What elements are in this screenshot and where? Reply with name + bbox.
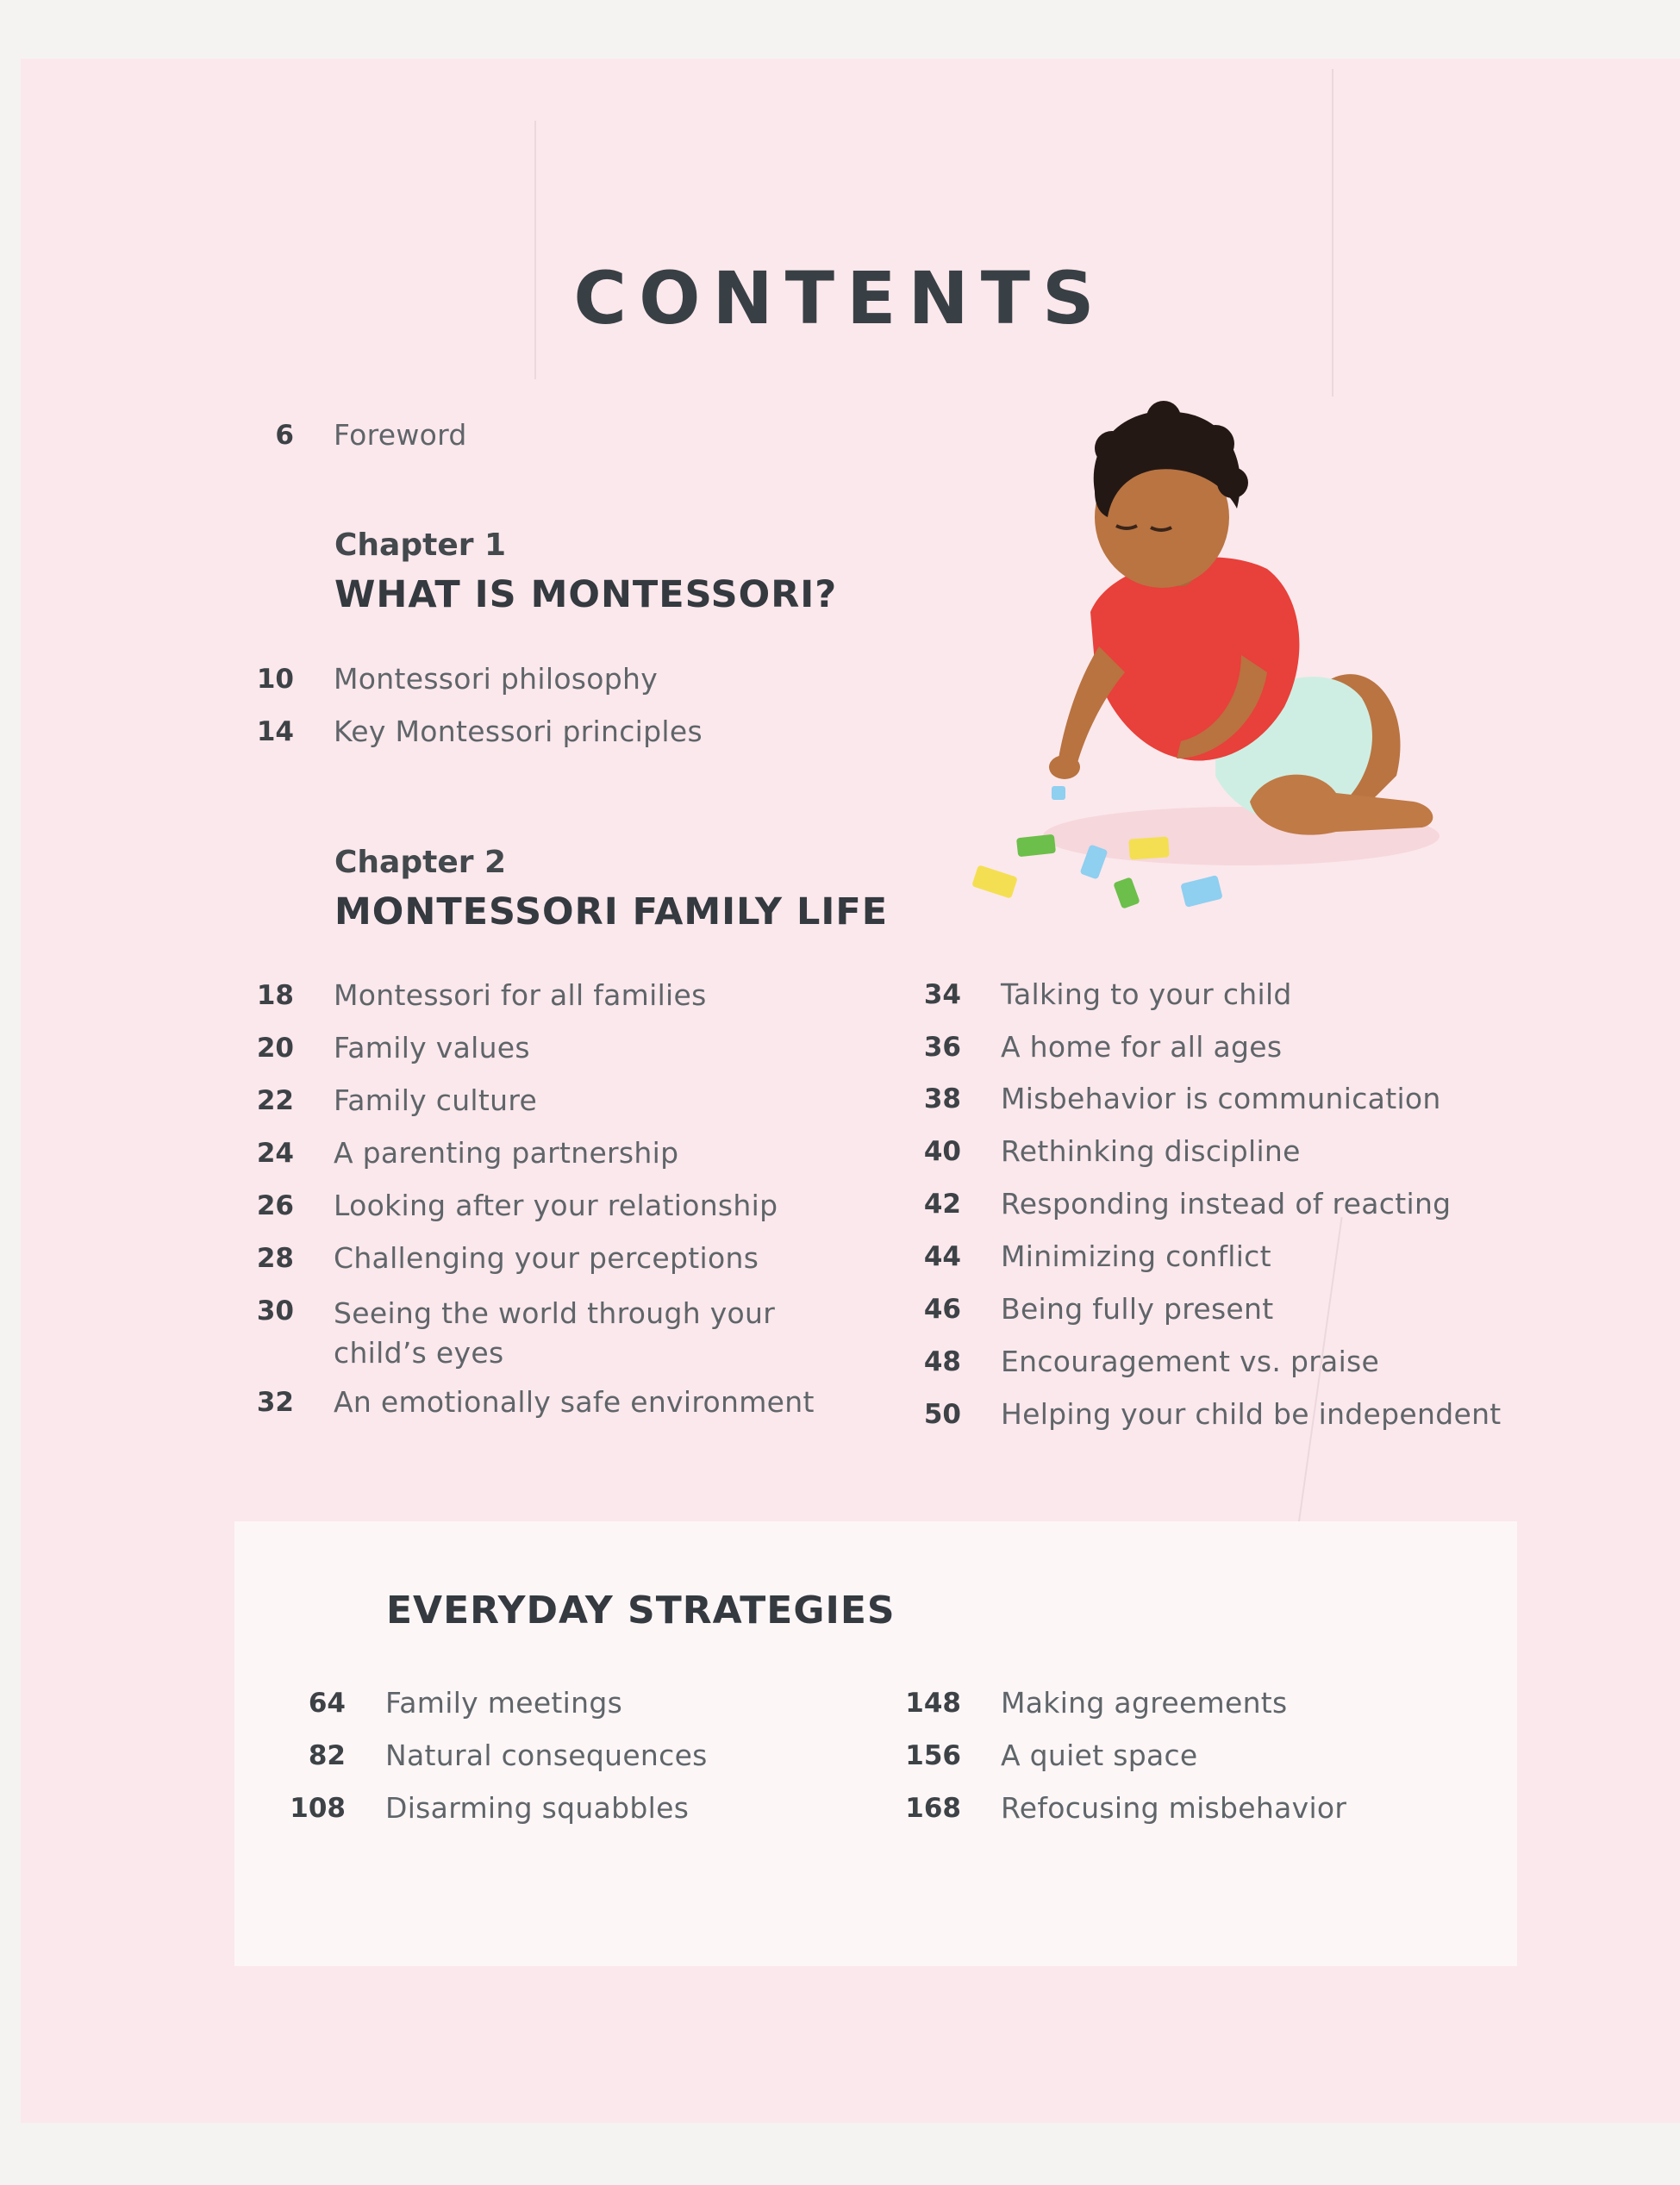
page-number: 64 bbox=[308, 1688, 346, 1719]
entry-label: Rethinking discipline bbox=[1001, 1134, 1301, 1168]
toc-entry[interactable] bbox=[256, 1136, 679, 1177]
paper-crease bbox=[534, 121, 536, 379]
entry-label: Montessori philosophy bbox=[334, 662, 659, 696]
page-number: 108 bbox=[290, 1793, 346, 1824]
toc-entry[interactable] bbox=[923, 1134, 1301, 1176]
toc-entry[interactable] bbox=[923, 1187, 1452, 1228]
page-number: 26 bbox=[256, 1190, 294, 1221]
entry-label: Being fully present bbox=[1001, 1292, 1274, 1326]
entry-label: Challenging your perceptions bbox=[334, 1241, 759, 1275]
page-number: 36 bbox=[923, 1032, 961, 1063]
entry-label: Talking to your child bbox=[1001, 977, 1292, 1011]
child-hand bbox=[1049, 755, 1080, 779]
toc-entry[interactable] bbox=[308, 1686, 623, 1727]
yellow-block bbox=[1128, 836, 1170, 859]
entry-label: Helping your child be independent bbox=[1001, 1397, 1502, 1431]
entry-label: An emotionally safe environment bbox=[334, 1385, 815, 1419]
page-number: 10 bbox=[256, 664, 294, 695]
entry-label: Misbehavior is communication bbox=[1001, 1082, 1441, 1115]
toc-entry[interactable] bbox=[923, 1292, 1274, 1333]
toc-entry[interactable] bbox=[905, 1791, 1347, 1832]
entry-label: A home for all ages bbox=[1001, 1030, 1283, 1064]
child-hair-curl bbox=[1146, 401, 1181, 435]
page-number: 30 bbox=[256, 1295, 294, 1327]
entry-label: Responding instead of reacting bbox=[1001, 1187, 1452, 1220]
toc-entry[interactable] bbox=[923, 977, 1292, 1019]
page-number: 46 bbox=[923, 1294, 961, 1325]
chapter-2-title: MONTESSORI FAMILY LIFE bbox=[334, 890, 889, 933]
child-hair-curl bbox=[1196, 425, 1234, 463]
entry-label: Looking after your relationship bbox=[334, 1189, 778, 1222]
toc-entry[interactable] bbox=[256, 1241, 759, 1283]
toc-entry[interactable] bbox=[256, 715, 703, 756]
entry-label: Refocusing misbehavior bbox=[1001, 1791, 1347, 1825]
entry-label: A parenting partnership bbox=[334, 1136, 679, 1170]
blue-block bbox=[1052, 786, 1065, 800]
entry-label: Family meetings bbox=[385, 1686, 623, 1720]
page-number: 14 bbox=[256, 716, 294, 747]
toc-entry[interactable] bbox=[905, 1739, 1198, 1780]
toc-entry[interactable] bbox=[256, 1189, 778, 1230]
chapter-1-label: Chapter 1 bbox=[334, 528, 507, 563]
entry-label: Disarming squabbles bbox=[385, 1791, 690, 1825]
child-hair-curl bbox=[1095, 431, 1129, 465]
toc-entry[interactable] bbox=[256, 978, 707, 1020]
chapter-1-title: WHAT IS MONTESSORI? bbox=[334, 573, 838, 616]
entry-label: A quiet space bbox=[1001, 1739, 1198, 1772]
entry-label: Minimizing conflict bbox=[1001, 1239, 1271, 1273]
page-number: 48 bbox=[923, 1346, 961, 1377]
entry-label: Encouragement vs. praise bbox=[1001, 1345, 1380, 1378]
entry-label: Making agreements bbox=[1001, 1686, 1288, 1720]
toc-entry[interactable] bbox=[290, 1791, 690, 1832]
entry-label: Seeing the world through your child’s eyes bbox=[334, 1296, 776, 1370]
entry-label: Key Montessori principles bbox=[334, 715, 703, 748]
paper-crease bbox=[1332, 69, 1333, 396]
toc-entry[interactable] bbox=[256, 1031, 530, 1072]
page-number: 40 bbox=[923, 1136, 961, 1167]
page-number: 6 bbox=[275, 420, 294, 451]
chapter-2-label: Chapter 2 bbox=[334, 845, 507, 880]
page-number: 50 bbox=[923, 1399, 961, 1430]
toc-entry[interactable] bbox=[256, 1294, 790, 1380]
entry-label: Family values bbox=[334, 1031, 530, 1064]
toc-entry[interactable] bbox=[923, 1397, 1502, 1439]
toc-entry[interactable] bbox=[256, 1083, 538, 1125]
page-number: 28 bbox=[256, 1243, 294, 1274]
page-number: 82 bbox=[308, 1740, 346, 1771]
page-number: 34 bbox=[923, 979, 961, 1010]
toc-entry[interactable] bbox=[923, 1082, 1441, 1123]
toc-entry[interactable] bbox=[256, 662, 659, 703]
page-number: 38 bbox=[923, 1083, 961, 1114]
entry-label: Foreword bbox=[334, 418, 467, 452]
everyday-strategies-title: EVERYDAY STRATEGIES bbox=[386, 1589, 896, 1633]
page-number: 42 bbox=[923, 1189, 961, 1220]
page-number: 156 bbox=[905, 1740, 961, 1771]
toc-entry[interactable] bbox=[308, 1739, 708, 1780]
page-number: 168 bbox=[905, 1793, 961, 1824]
child-hair-curl bbox=[1217, 467, 1248, 498]
page-number: 148 bbox=[905, 1688, 961, 1719]
toc-entry[interactable] bbox=[905, 1686, 1288, 1727]
entry-label: Family culture bbox=[334, 1083, 538, 1117]
page-title: CONTENTS bbox=[573, 256, 1107, 340]
page-number: 32 bbox=[256, 1387, 294, 1418]
page-number: 22 bbox=[256, 1085, 294, 1116]
toc-entry[interactable] bbox=[923, 1239, 1271, 1281]
toc-entry[interactable] bbox=[256, 1385, 815, 1426]
green-block bbox=[1016, 834, 1056, 857]
toc-entry-foreword[interactable] bbox=[275, 418, 467, 459]
entry-label: Montessori for all families bbox=[334, 978, 707, 1012]
page-number: 44 bbox=[923, 1241, 961, 1272]
entry-label: Natural consequences bbox=[385, 1739, 708, 1772]
page-number: 24 bbox=[256, 1138, 294, 1169]
toc-entry[interactable] bbox=[923, 1345, 1380, 1386]
page-number: 20 bbox=[256, 1033, 294, 1064]
blue-block bbox=[1180, 875, 1222, 908]
yellow-block bbox=[971, 865, 1018, 899]
page-number: 18 bbox=[256, 980, 294, 1011]
toddler-playing-with-blocks-illustration bbox=[957, 396, 1440, 931]
green-block bbox=[1113, 877, 1140, 909]
toc-entry[interactable] bbox=[923, 1030, 1283, 1071]
